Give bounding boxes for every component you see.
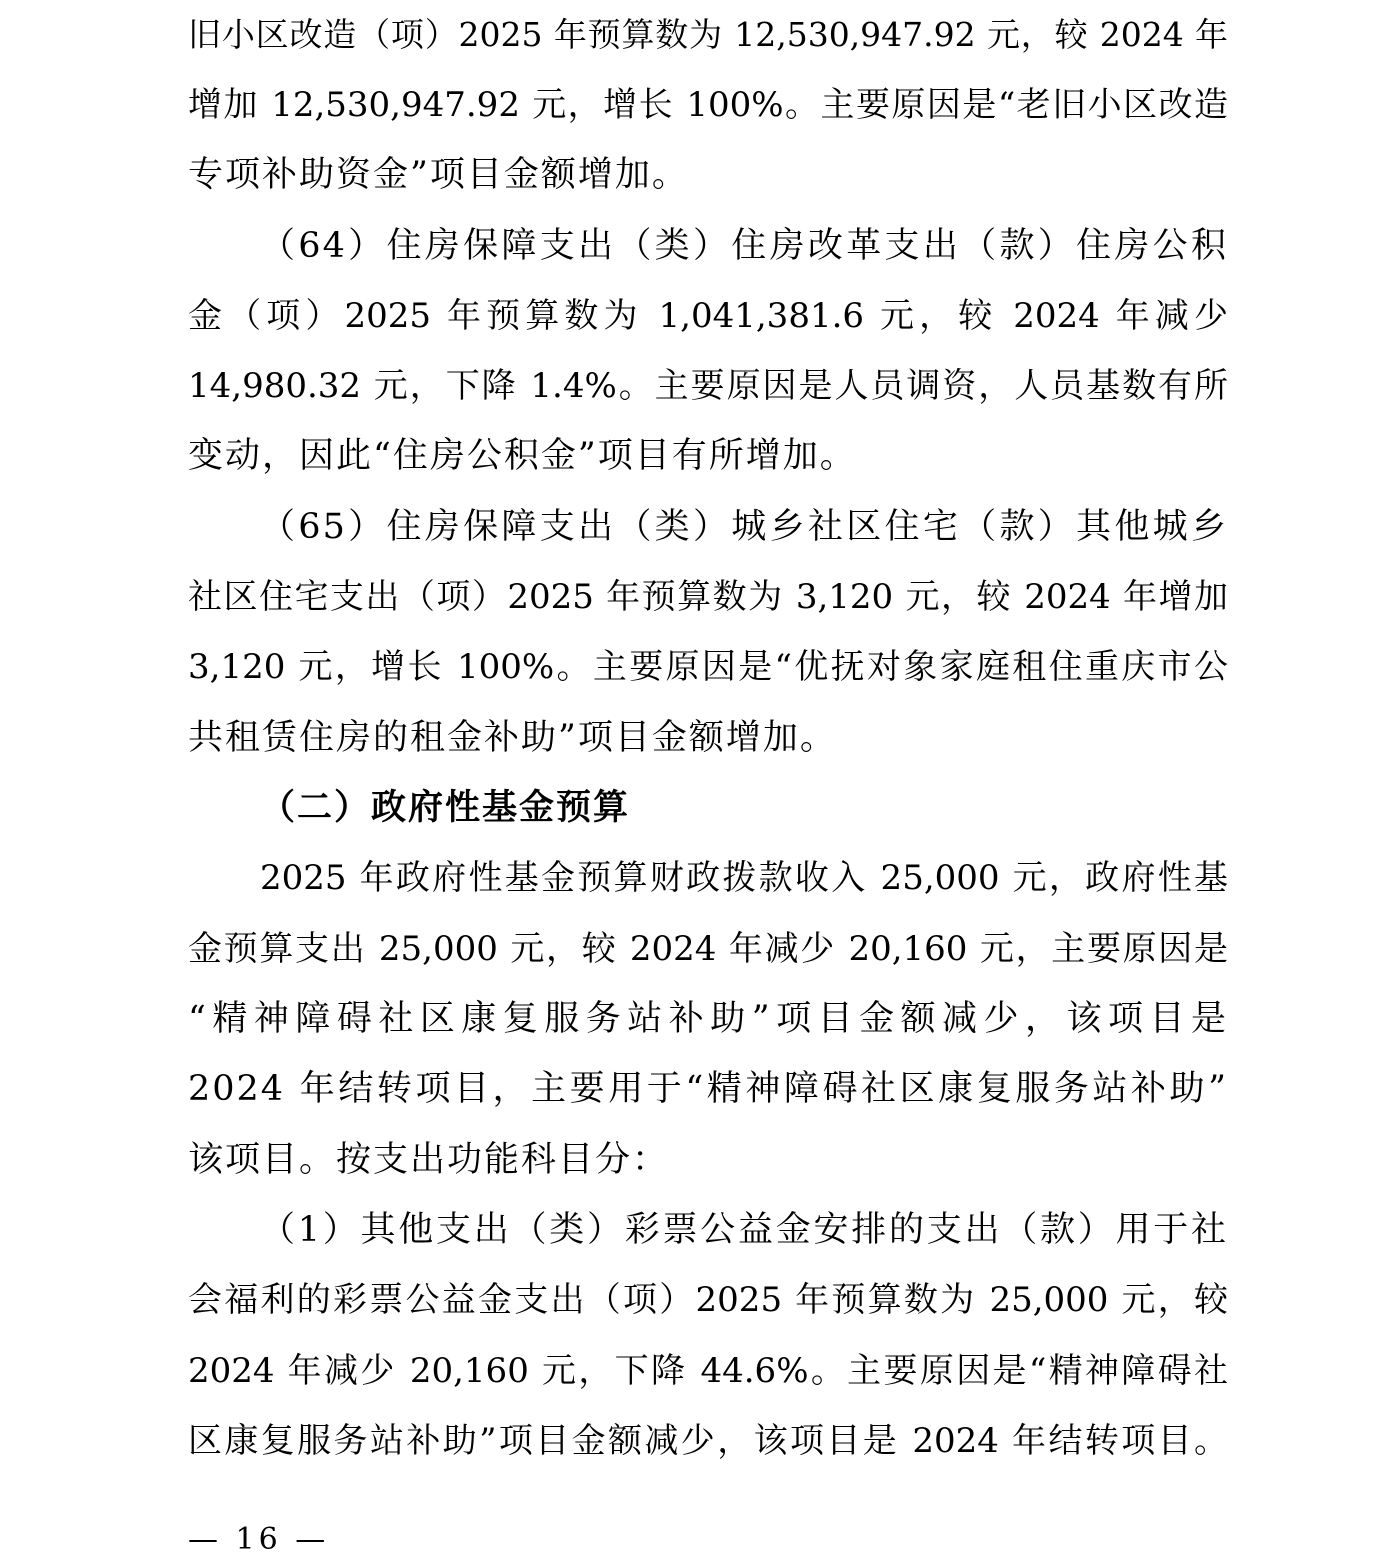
body-line: “精神障碍社区康复服务站补助”项目金额减少，该项目是 [188, 999, 1228, 1039]
body-line: 变动，因此“住房公积金”项目有所增加。 [188, 436, 857, 476]
body-line: 该项目。按支出功能科目分： [188, 1140, 670, 1180]
paragraph-start-line: （1）其他支出（类）彩票公益金安排的支出（款）用于社 [260, 1210, 1228, 1250]
section-heading: （二）政府性基金预算 [260, 787, 631, 828]
paragraph-start-line: 2025 年政府性基金预算财政拨款收入 25,000 元，政府性基 [260, 858, 1228, 898]
page-number: — 16 — [188, 1522, 330, 1557]
paragraph-start-line: （65）住房保障支出（类）城乡社区住宅（款）其他城乡 [260, 507, 1228, 547]
body-line: 共租赁住房的租金补助”项目金额增加。 [188, 718, 837, 758]
body-line: 2024 年结转项目，主要用于“精神障碍社区康复服务站补助” [188, 1069, 1228, 1109]
body-line: 金预算支出 25,000 元，较 2024 年减少 20,160 元，主要原因是 [188, 929, 1228, 969]
body-line: 社区住宅支出（项）2025 年预算数为 3,120 元，较 2024 年增加 [188, 577, 1228, 617]
body-line: 3,120 元，增长 100%。主要原因是“优抚对象家庭租住重庆市公 [188, 647, 1228, 687]
body-line: 会福利的彩票公益金支出（项）2025 年预算数为 25,000 元，较 [188, 1280, 1228, 1320]
body-line: 14,980.32 元，下降 1.4%。主要原因是人员调资，人员基数有所 [188, 366, 1228, 406]
body-line: 专项补助资金”项目金额增加。 [188, 155, 689, 195]
body-line: 2024 年减少 20,160 元，下降 44.6%。主要原因是“精神障碍社 [188, 1351, 1228, 1391]
body-line: 区康复服务站补助”项目金额减少，该项目是 2024 年结转项目。 [188, 1421, 1228, 1461]
paragraph-start-line: （64）住房保障支出（类）住房改革支出（款）住房公积 [260, 226, 1228, 266]
body-line: 金（项）2025 年预算数为 1,041,381.6 元，较 2024 年减少 [188, 296, 1228, 336]
body-line: 增加 12,530,947.92 元，增长 100%。主要原因是“老旧小区改造 [188, 85, 1228, 125]
body-line: 旧小区改造（项）2025 年预算数为 12,530,947.92 元，较 2024 年 [188, 15, 1228, 54]
